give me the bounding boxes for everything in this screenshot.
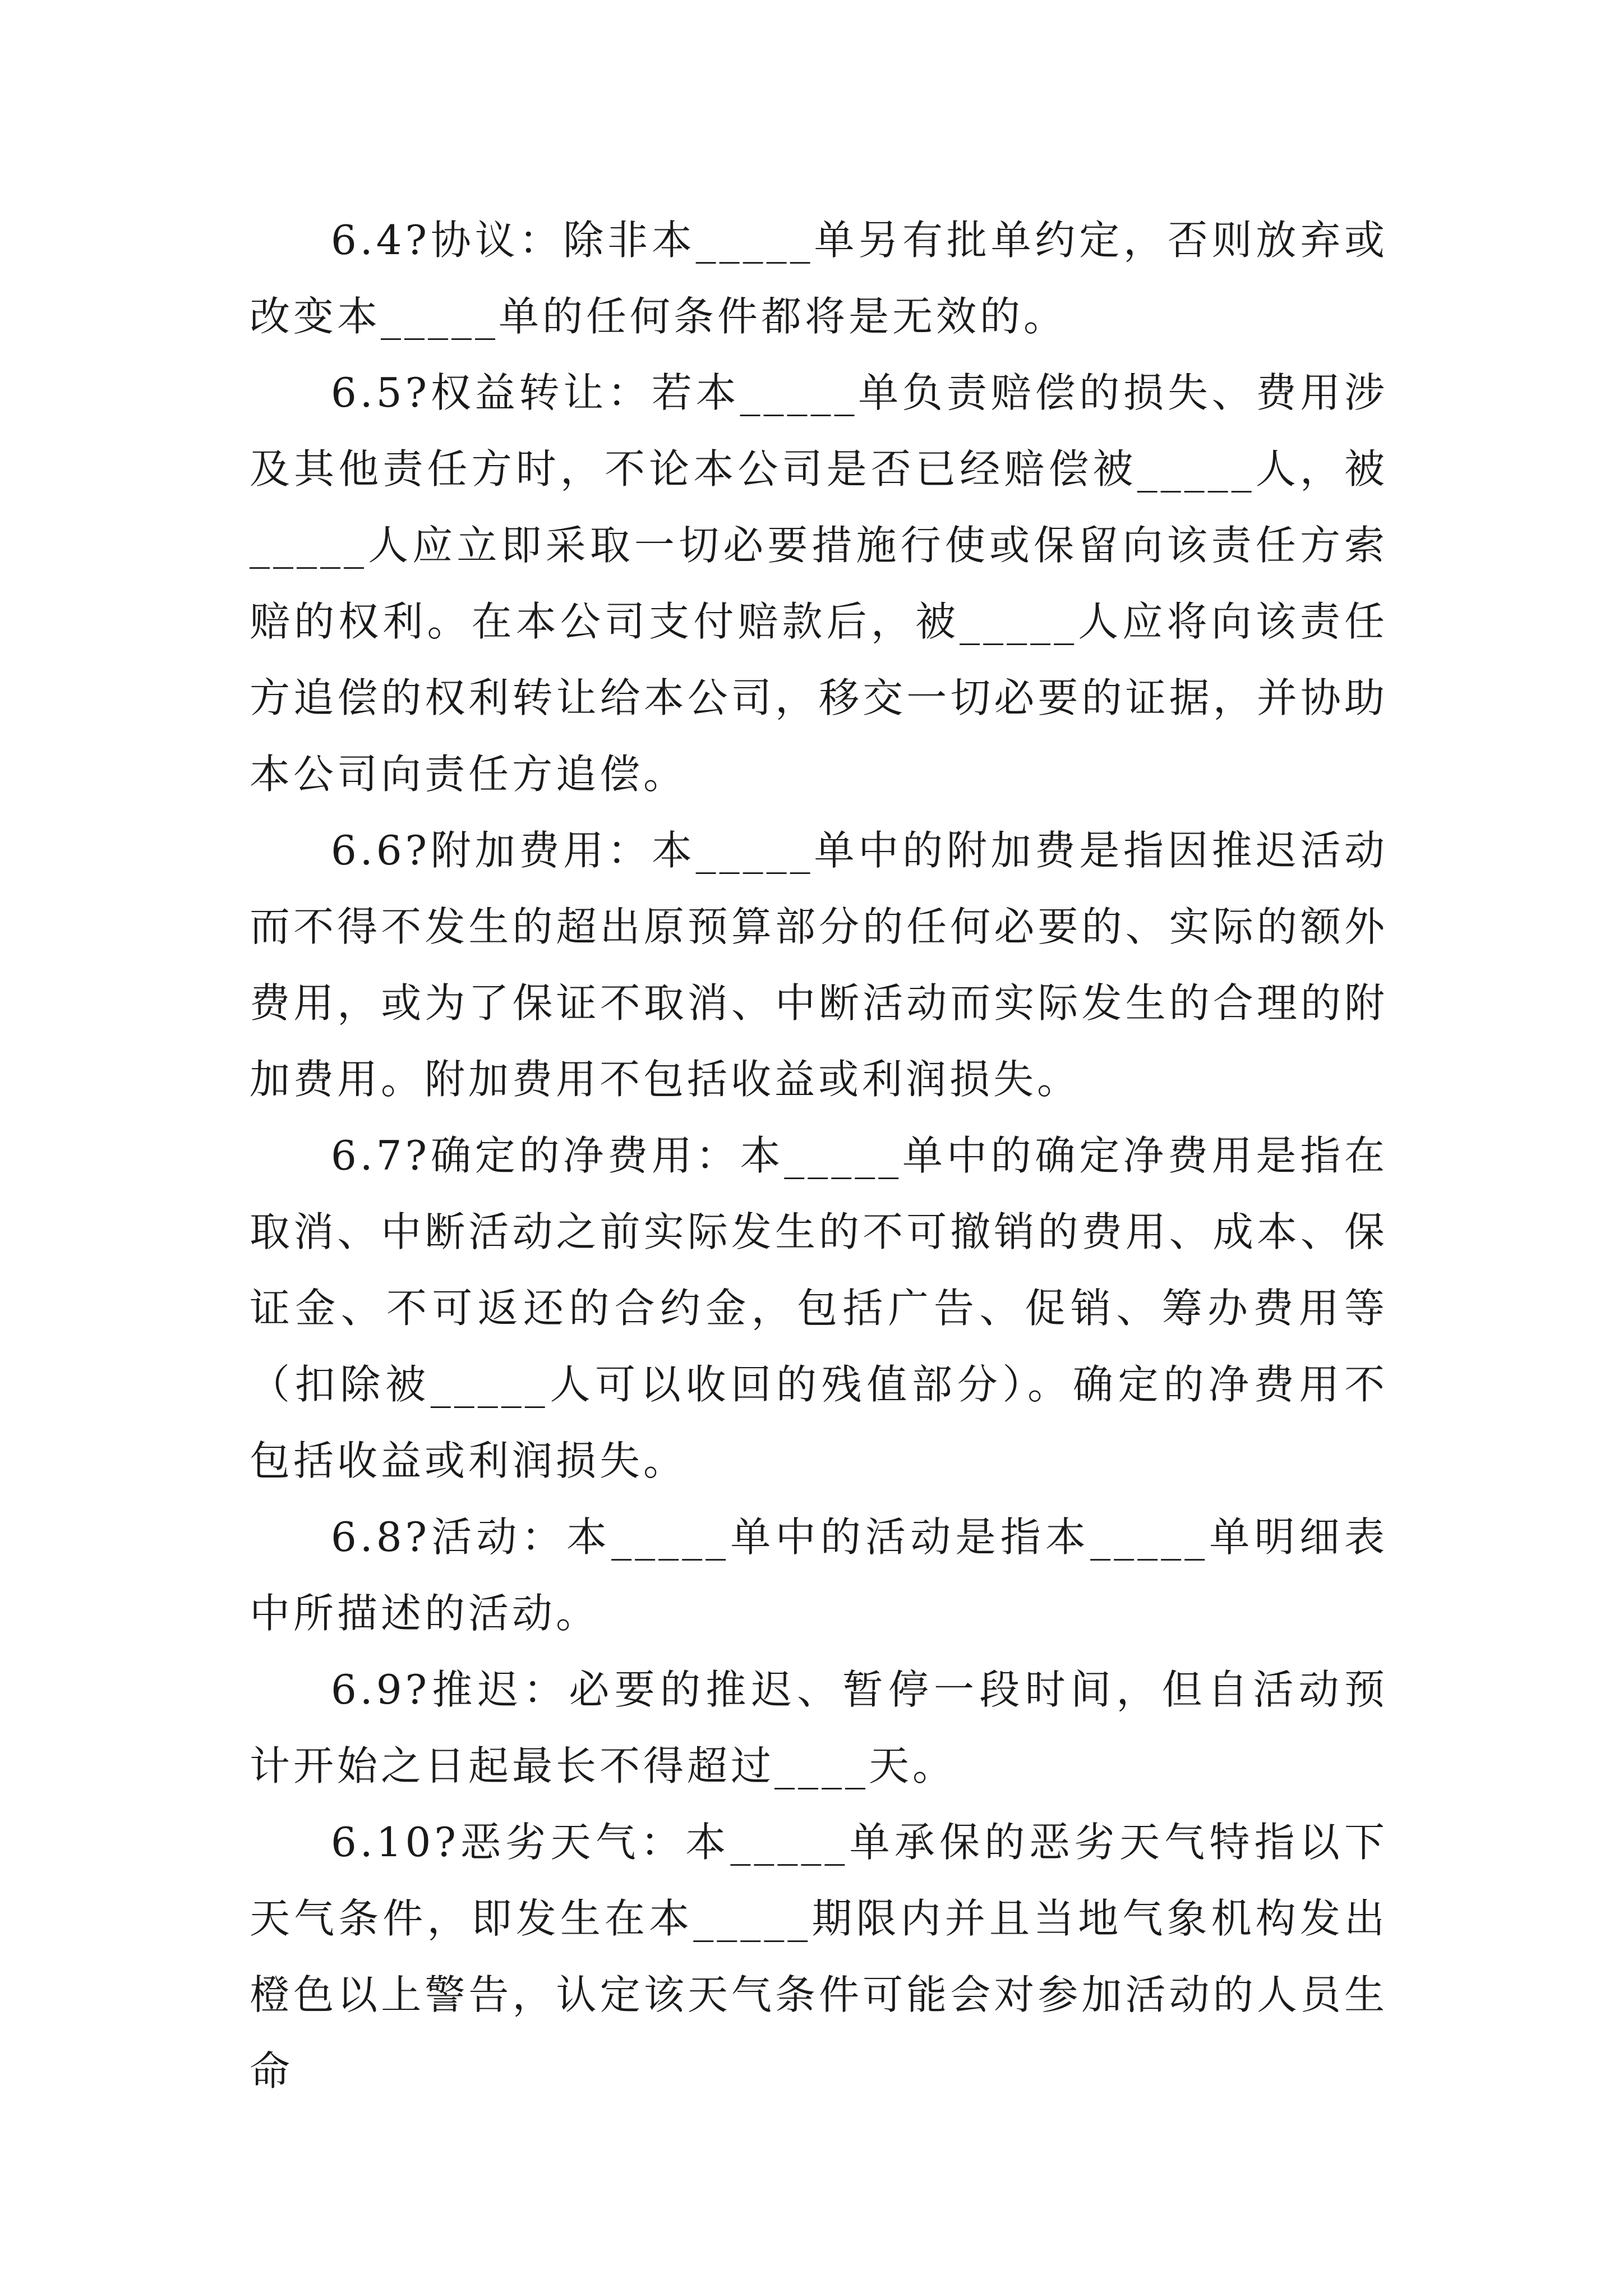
clause-6-9: 6.9?推迟：必要的推迟、暂停一段时间，但自活动预计开始之日起最长不得超过____天。 xyxy=(250,1666,1388,1789)
clause-6-10: 6.10?恶劣天气：本_____单承保的恶劣天气特指以下天气条件，即发生在本_____期限内并且当地气象机构发出橙色以上警告，认定该天气条件可能会对参加活动的人员生命 xyxy=(250,1819,1388,2095)
clause-6-5: 6.5?权益转让：若本_____单负责赔偿的损失、费用涉及其他责任方时，不论本公司是否已经赔偿被_____人，被_____人应立即采取一切必要措施行使或保留向该责任方索赔的权利。在本公司支付赔款后，被_____人应将向该责任方追偿的权利转让给本公司，移交一切必要的证据，并协助本公司向责任方追偿。 xyxy=(250,369,1388,798)
document-body xyxy=(250,202,1388,2109)
clause-6-6: 6.6?附加费用：本_____单中的附加费是指因推迟活动而不得不发生的超出原预算部分的任何必要的、实际的额外费用，或为了保证不取消、中断活动而实际发生的合理的附加费用。附加费用不包括收益或利润损失。 xyxy=(250,827,1388,1103)
clause-6-4: 6.4?协议：除非本_____单另有批单约定，否则放弃或改变本_____单的任何条件都将是无效的。 xyxy=(250,217,1388,340)
clause-6-7: 6.7?确定的净费用：本_____单中的确定净费用是指在取消、中断活动之前实际发生的不可撤销的费用、成本、保证金、不可返还的合约金，包括广告、促销、筹办费用等（扣除被_____人可以收回的残值部分）。确定的净费用不包括收益或利润损失。 xyxy=(250,1132,1388,1484)
clause-6-8: 6.8?活动：本_____单中的活动是指本_____单明细表中所描述的活动。 xyxy=(250,1513,1388,1637)
